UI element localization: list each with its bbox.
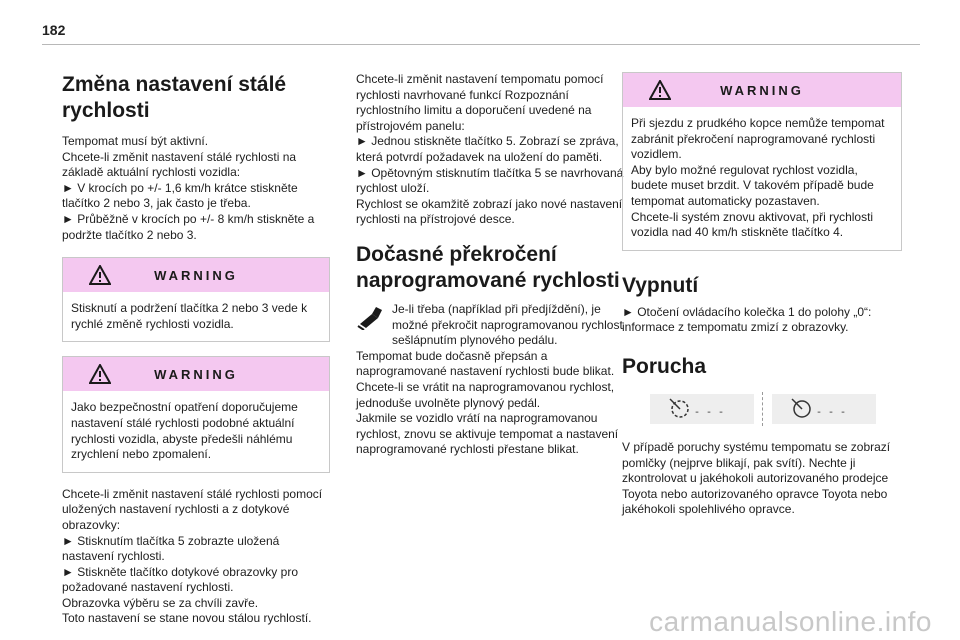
column-1 xyxy=(62,72,330,627)
paragraph: Chcete-li změnit nastavení tempomatu pomocí rychlosti navrhované funkcí Rozpoznání rychlostního limitu a doporučení uvedené na přístrojovém panelu: xyxy=(356,72,604,133)
section-heading-speed-change: Změna nastavení stálé rychlosti xyxy=(62,73,287,122)
warning-header xyxy=(623,73,901,107)
page-number: 182 xyxy=(42,22,66,38)
paragraph: Jakmile se vozidlo vrátí na naprogramovanou rychlost, znovu se aktivuje tempomat a nastavení naprogramované rychlosti přestane blikat. xyxy=(356,411,619,457)
warning-title: WARNING xyxy=(154,366,238,382)
speedometer-dashes-icon xyxy=(784,397,864,421)
warning-triangle-icon xyxy=(89,364,111,384)
warning-text: Při sjezdu z prudkého kopce nemůže tempomat zabránit překročení naprogramované rychlosti vozidlem. Aby bylo možné regulovat rychlost vozidla, budete muset brzdit. V takovém případě bude tempomat automaticky pozastaven. Chcete-li systém znovu aktivovat, při rychlosti vozidla nad 40 km/h stiskněte tlačítko 4. xyxy=(631,116,885,240)
paragraph: Tempomat musí být aktivní. xyxy=(62,134,209,148)
instruction-step: ► Jednou stiskněte tlačítko 5. Zobrazí se zpráva, která potvrdí požadavek na uložení do paměti. xyxy=(356,134,619,164)
paragraph: Chcete-li změnit nastavení stálé rychlosti na základě aktuální rychlosti vozidla: xyxy=(62,149,297,180)
paragraph: Rychlost se okamžitě zobrazí jako nové nastavení rychlosti na přístrojové desce. xyxy=(356,196,623,227)
fault-display-illustration xyxy=(650,392,902,426)
warning-box xyxy=(62,356,330,472)
section-heading-fault: Porucha xyxy=(622,354,707,378)
instruction-step: ► Stisknutím tlačítka 5 zobrazte uložená nastavení rychlosti. xyxy=(62,533,280,564)
warning-triangle-icon xyxy=(649,80,671,100)
header-divider xyxy=(42,44,920,45)
paragraph: V případě poruchy systému tempomatu se zobrazí pomlčky (nejprve blikají, pak svítí). Nechte ji zkontrolovat u jakéhokoli autorizovaného prodejce Toyota nebo autorizovaného opravce Toyota nebo jakéhokoli spolehlivého opravce. xyxy=(622,439,891,517)
section-heading-switch-off: Vypnutí xyxy=(622,273,699,297)
paragraph: Chcete-li se vrátit na naprogramovanou rychlost, jednoduše uvolněte plynový pedál. xyxy=(356,379,615,410)
column-2 xyxy=(356,72,624,458)
speedometer-dashes-icon xyxy=(662,397,742,421)
svg-text:- - -: - - - xyxy=(816,407,847,419)
warning-triangle-icon xyxy=(89,265,111,285)
divider xyxy=(762,392,764,426)
instruction-step: ► V krocích po +/- 1,6 km/h krátce stiskněte tlačítko 2 nebo 3, jak často je třeba. xyxy=(62,180,298,211)
warning-title: WARNING xyxy=(154,267,238,283)
warning-text: Stisknutí a podržení tlačítka 2 nebo 3 vede k rychlé změně rychlosti vozidla. xyxy=(71,301,308,331)
warning-title: WARNING xyxy=(720,82,804,98)
warning-text: Jako bezpečnostní opatření doporučujeme nastavení stálé rychlosti podobné aktuální rychlosti vozidla, abyste předešli náhlému zrychlení nebo zpomalení. xyxy=(71,400,298,462)
accelerator-pedal-icon xyxy=(356,304,386,330)
instruction-step: ► Opětovným stisknutím tlačítka 5 se navrhovaná rychlost uloží. xyxy=(356,165,624,196)
instruction-step: ► Průběžně v krocích po +/- 8 km/h stiskněte a podržte tlačítko 2 nebo 3. xyxy=(62,211,315,242)
paragraph: Je-li třeba (například při předjíždění), je možné překročit naprogramovanou rychlost sešlápnutím plynového pedálu. xyxy=(392,301,623,348)
svg-text:- - -: - - - xyxy=(694,407,725,419)
warning-header xyxy=(63,357,329,391)
fault-display-blinking xyxy=(650,394,754,424)
column-3 xyxy=(622,72,902,518)
watermark: carmanualsonline.info xyxy=(649,606,932,637)
warning-header xyxy=(63,258,329,292)
paragraph: Chcete-li změnit nastavení stálé rychlosti pomocí uložených nastavení rychlosti a z dotykové obrazovky: xyxy=(62,486,323,532)
instruction-step: ► Otočení ovládacího kolečka 1 do polohy „0“: informace z tempomatu zmizí z obrazovky. xyxy=(622,304,872,335)
instruction-step: ► Stiskněte tlačítko dotykové obrazovky pro požadované nastavení rychlosti. xyxy=(62,564,298,595)
fault-display-steady xyxy=(772,394,876,424)
warning-box xyxy=(62,257,330,342)
warning-box xyxy=(622,72,902,251)
paragraph: Obrazovka výběru se za chvíli zavře. xyxy=(62,595,259,610)
section-heading-temporary-override: Dočasné překročení naprogramované rychlosti xyxy=(356,242,620,292)
paragraph: Tempomat bude dočasně přepsán a naprogramované nastavení rychlosti bude blikat. xyxy=(356,348,615,379)
paragraph: Toto nastavení se stane novou stálou rychlostí. xyxy=(62,611,312,626)
